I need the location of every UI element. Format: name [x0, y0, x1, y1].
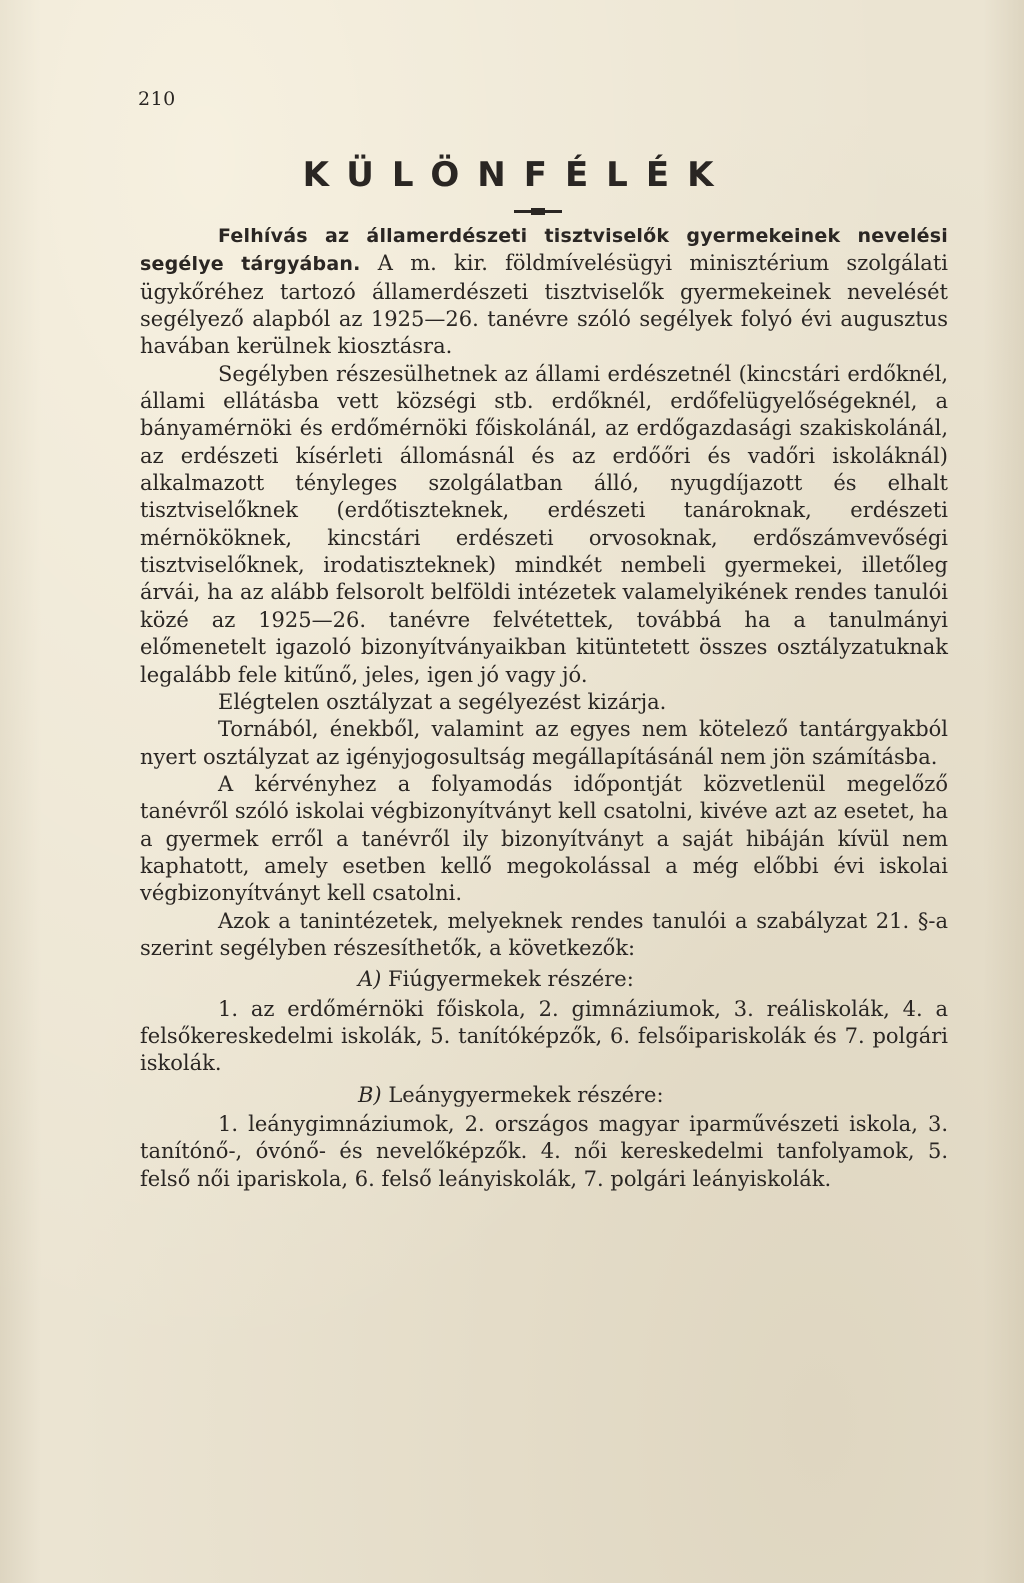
article-intro-paragraph [140, 222, 948, 361]
certificate-paragraph: A kérvényhez a folyamodás időpontját közvetlenül megelőző tanévről szóló iskolai végbizonyítványt kell csatolni, kivéve azt az esetet, ha a gyermek erről a tanévről ily bizonyítványt a saját hibáján kívül nem kaphatott, amely esetben kellő megokolással a még előbbi évi iskolai végbizonyítványt kell csatolni. [140, 771, 948, 906]
institutions-intro-paragraph: Azok a tanintézetek, melyeknek rendes tanulói a szabályzat 21. §-a szerint segélyben részesíthetők, a következők: [140, 908, 948, 960]
title-ornament [514, 210, 562, 213]
insufficient-grade-paragraph: Elégtelen osztályzat a segélyezést kizárja. [218, 689, 667, 714]
article-body [140, 222, 948, 1193]
article-headline: Felhívás az államerdészeti tisztviselők gyermekeinek nevelési segélye tárgyában. [140, 225, 948, 276]
section-title: KÜLÖNFÉLÉK [302, 155, 732, 195]
section-b-title: Leánygyermekek részére: [388, 1082, 664, 1107]
section-a-label: A) [358, 967, 382, 992]
page-number: 210 [138, 88, 176, 110]
section-b-list: 1. leánygimnáziumok, 2. országos magyar iparművészeti iskola, 3. tanítónő-, óvónő- és nevelőképzők. 4. női kereskedelmi tanfolyamok, 5. felső női ipariskola, 6. felső leányiskolák, 7. polgári leányiskolák. [140, 1112, 948, 1191]
section-a-title: Fiúgyermekek részére: [388, 967, 634, 992]
section-a-heading [140, 966, 948, 993]
excluded-subjects-paragraph: Tornából, énekből, valamint az egyes nem kötelező tantárgyakból nyert osztályzat az igényjogosultság megállapításánál nem jön számításba. [140, 717, 948, 769]
article-intro: A m. kir. földmívelésügyi minisztérium szolgálati ügykőréhez tartozó államerdészeti tisztviselők gyermekeinek nevelését segélyező alapból az 1925—26. tanévre szóló segélyek folyó évi augusztus havában kerülnek kiosztásra. [140, 251, 948, 359]
eligibility-paragraph: Segélyben részesülhetnek az állami erdészetnél (kincstári erdőknél, állami ellátásba vett községi stb. erdőknél, erdőfelügyelőségeknél, a bányamérnöki és erdőmérnöki főiskolánál, az erdőgazdasági szakiskolánál, az erdészeti kísérleti állomásnál és az erdőőri és vadőri iskoláknál) alkalmazott tényleges szolgálatban álló, nyugdíjazott és elhalt tisztviselőknek (erdőtiszteknek, erdészeti tanároknak, erdészeti mérnököknek, kincstári erdészeti orvosoknak, erdőszámvevőségi tisztviselőknek, irodatiszteknek) mindkét nembeli gyermekei, illetőleg árvái, ha az alább felsorolt belföldi intézetek valamelyikének rendes tanulói közé az 1925—26. tanévre felvétettek, továbbá ha a tanulmányi előmenetelt igazoló bizonyítványaikban kitüntetett összes osztályzatuknak legalább fele kitűnő, jeles, igen jó vagy jó. [140, 361, 948, 687]
section-b-label: B) [358, 1082, 382, 1107]
section-b-heading [140, 1082, 948, 1109]
section-a-list: 1. az erdőmérnöki főiskola, 2. gimnáziumok, 3. reáliskolák, 4. a felsőkereskedelmi iskolák, 5. tanítóképzők, 6. felsőipariskolák és 7. polgári iskolák. [140, 996, 948, 1076]
